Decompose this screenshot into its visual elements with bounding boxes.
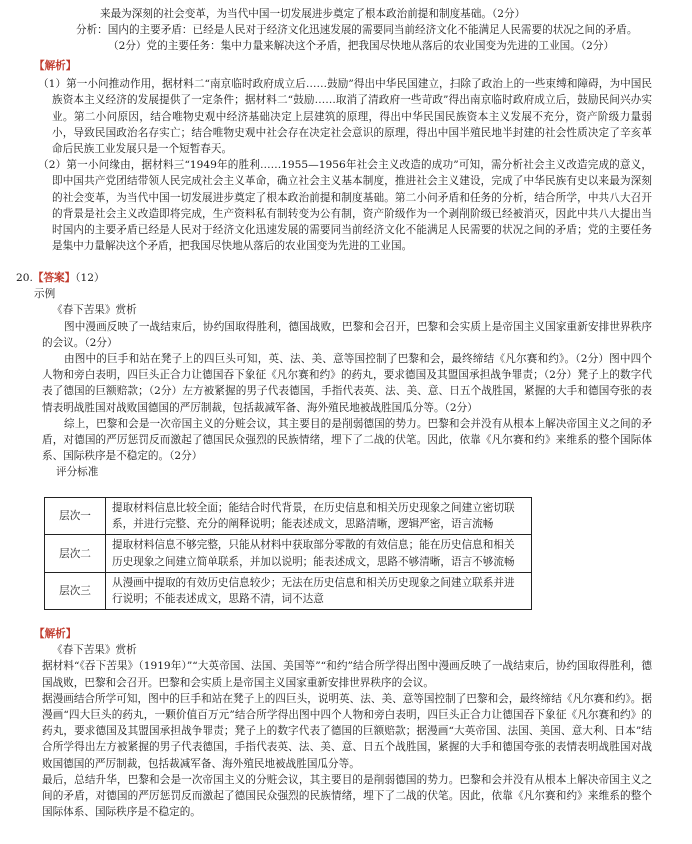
table-row xyxy=(45,572,532,609)
analysis-title: 《春下苦果》赏析 xyxy=(52,644,137,657)
top-line-3: （2分）党的主要任务：集中力量来解决这个矛盾，把我国尽快地从落后的农业国变为先进的工业国。（2分） xyxy=(108,40,615,53)
analysis-label: 【解析】 xyxy=(34,628,77,640)
analysis-section-2 xyxy=(0,626,692,820)
rubric-level: 层次一 xyxy=(45,498,106,535)
answer-label: 【答案】 xyxy=(32,272,76,284)
question-number: 20. xyxy=(16,272,33,284)
analysis-para-2: 据漫画结合所学可知，图中的巨手和站在凳子上的四巨头，说明英、法、美、意等国控制了巴黎和会，最终缔结《凡尔赛和约》。据漫画“四大巨头的药丸，一颗价值百万元”结合所学得出图中四个人物和旁白表明，四巨头正合力让德国吞下象征《凡尔赛和约》的药丸，要求德国及其盟国承担战争罪责；凳子上的数字代表了德国的巨额赔款；据漫画“大英帝国、法国、美国、意大利、日本”结合所学得出左方被紧握的男子代表德国，手指代表英、法、美、意、日五个战胜国，紧握的大手和德国夸张的表情表明战胜国对战败国德国的严厉制裁，包括裁减军备、海外殖民地被战胜国瓜分等。 xyxy=(42,692,652,770)
rubric-desc: 提取材料信息比较全面；能结合时代背景，在历史信息和相关历史现象之间建立密切联系，并进行完整、充分的阐释说明；能表述成文，思路清晰，逻辑严密，语言流畅 xyxy=(106,498,532,535)
example-para-1: 图中漫画反映了一战结束后，协约国取得胜利，德国战败，巴黎和会召开，巴黎和会实质上是帝国主义国家重新安排世界秩序的会议。（2分） xyxy=(42,320,652,349)
analysis-item-2: （2）第一小问缘由，据材料三“1949年的胜利……1955—1956年社会主义改造的成功”可知，需分析社会主义改造完成的意义，即中国共产党团结带领人民完成社会主义革命，确立社会主义基本制度，推进社会主义建设，完成了中华民族有史以来最为深刻的社会变革，为当代中国一切发展进步奠定了根本政治前提和制度基础。第二小问矛盾和任务的分析，结合所学，中共八大召开的背景是社会主义改造即将完成，生产资料私有制转变为公有制，资产阶级作为一个剥削阶级已经被消灭，因此中共八大提出当时国内的主要矛盾已经是人民对于经济文化迅速发展的需要同当前经济文化不能满足人民需要的状况之间的矛盾；党的主要任务是集中力量解决这个矛盾，把我国尽快地从落后的农业国变为先进的工业国。 xyxy=(38,159,652,253)
analysis-para-3: 最后，总结升华，巴黎和会是一次帝国主义的分赃会议，其主要目的是削弱德国的势力。巴黎和会并没有从根本上解决帝国主义之间的矛盾，对德国的严厉惩罚反而激起了德国民众强烈的民族情绪，埋下了二战的伏笔。因此，依靠《凡尔赛和约》来维系的整个国际体系、国际秩序是不稳定的。 xyxy=(42,773,652,819)
top-line-1: 来最为深刻的社会变革，为当代中国一切发展进步奠定了根本政治前提和制度基础。（2分） xyxy=(100,8,526,20)
analysis-section-1 xyxy=(0,58,692,254)
analysis-para-1: 据材料“《吞下苦果》（1919年）”“大英帝国、法国、美国等”“和约”结合所学得出图中漫画反映了一战结束后，协约国取得胜利，德国战败，巴黎和会召开。巴黎和会实质上是帝国主义国家重新安排世界秩序的会议。 xyxy=(42,660,652,689)
top-line-2: 分析：国内的主要矛盾：已经是人民对于经济文化迅速发展的需要同当前经济文化不能满足人民需要的状况之间的矛盾。 xyxy=(76,24,638,37)
rubric-desc: 提取材料信息不够完整，只能从材料中获取部分零散的有效信息；能在历史信息和相关历史现象之间建立简单联系，并加以说明；能表述成文，思路不够清晰，语言不够流畅 xyxy=(106,535,532,572)
analysis-item-1: （1）第一小问推动作用，据材料二“南京临时政府成立后……鼓励”得出中华民国建立，扫除了政治上的一些束缚和障碍，为中国民族资本主义经济的发展提供了一定条件；据材料二“鼓励……取消了清政府一些苛政”得出南京临时政府成立后，鼓励民间兴办实业。第二小问原因，结合唯物史观中经济基础决定上层建筑的原理，得出中华民国民族资本主义发展不充分，资产阶级力量弱小，导致民国政治名存实亡；结合唯物史观中社会存在决定社会意识的原理，得出中国半殖民地半封建的社会性质决定了辛亥革命后民族工业发展只是一个短暂春天。 xyxy=(38,78,652,156)
example-para-3: 综上，巴黎和会是一次帝国主义的分赃会议，其主要目的是削弱德国的势力。巴黎和会并没有从根本上解决帝国主义之间的矛盾，对德国的严厉惩罚反而激起了德国民众强烈的民族情绪，埋下了二战的伏笔。因此，依靠《凡尔赛和约》来维系的整个国际体系、国际秩序是不稳定的。（2分） xyxy=(42,417,652,463)
example-para-2: 由图中的巨手和站在凳子上的四巨头可知，英、法、美、意等国控制了巴黎和会，最终缔结《凡尔赛和约》。（2分）图中四个人物和旁白表明，四巨头正合力让德国吞下象征《凡尔赛和约》的药丸，要求德国及其盟国承担战争罪责；（2分）凳子上的数字代表了德国的巨额赔款；（2分）左方被紧握的男子代表德国，手指代表英、法、美、意、日五个战胜国，紧握的大手和德国夸张的表情表明战胜国对战败国德国的严厉制裁，包括裁减军备、海外殖民地被战胜国瓜分等。（2分） xyxy=(42,353,652,414)
example-label: 示例 xyxy=(34,288,56,301)
rubric-table xyxy=(44,497,532,610)
rubric-level: 层次三 xyxy=(45,572,106,609)
table-row xyxy=(45,535,532,572)
analysis-label: 【解析】 xyxy=(34,60,77,72)
rubric-title: 评分标准 xyxy=(56,466,99,479)
question-20-header xyxy=(0,270,692,481)
table-row xyxy=(45,498,532,535)
rubric-level: 层次二 xyxy=(45,535,106,572)
rubric-desc: 从漫画中提取的有效历史信息较少；无法在历史信息和相关历史现象之间建立联系并进行说明；不能表述成文，思路不清，词不达意 xyxy=(106,572,532,609)
answer-score: （12） xyxy=(75,272,105,284)
example-title: 《春下苦果》赏析 xyxy=(52,304,137,317)
top-section xyxy=(0,6,692,55)
